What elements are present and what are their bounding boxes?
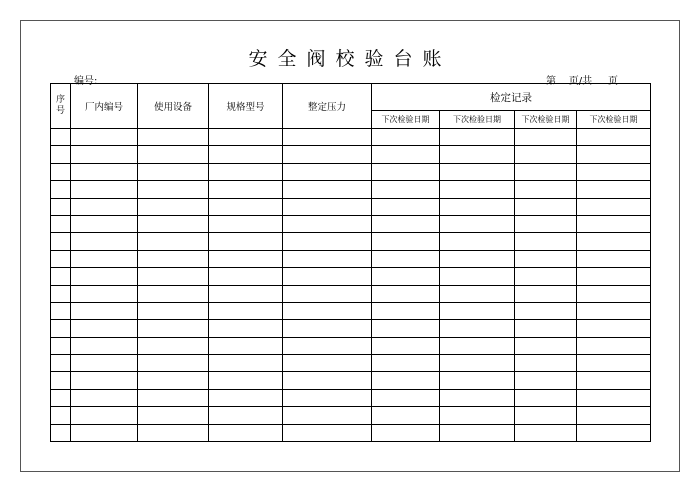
table-cell[interactable]: [577, 163, 651, 180]
table-cell[interactable]: [138, 129, 209, 146]
table-row: [51, 233, 651, 250]
table-cell[interactable]: [577, 250, 651, 267]
table-cell[interactable]: [51, 285, 71, 302]
table-cell[interactable]: [372, 372, 440, 389]
table-cell[interactable]: [71, 215, 138, 232]
table-row: [51, 163, 651, 180]
table-row: [51, 250, 651, 267]
table-cell[interactable]: [577, 355, 651, 372]
table-cell[interactable]: [71, 146, 138, 163]
table-row: [51, 320, 651, 337]
table-cell[interactable]: [372, 198, 440, 215]
table-cell[interactable]: [515, 146, 577, 163]
table-cell[interactable]: [372, 215, 440, 232]
table-cell[interactable]: [209, 355, 283, 372]
header-next-inspection-date-3: 下次检验日期: [515, 111, 577, 129]
table-cell[interactable]: [283, 302, 372, 319]
table-cell[interactable]: [138, 407, 209, 424]
table-cell[interactable]: [283, 163, 372, 180]
table-cell[interactable]: [71, 198, 138, 215]
table-cell[interactable]: [71, 181, 138, 198]
number-label: 编号:: [74, 76, 98, 87]
table-cell[interactable]: [372, 181, 440, 198]
table-cell[interactable]: [71, 389, 138, 406]
table-cell[interactable]: [372, 302, 440, 319]
table-cell[interactable]: [138, 320, 209, 337]
table-cell[interactable]: [515, 129, 577, 146]
table-cell[interactable]: [440, 372, 515, 389]
header-spec: 规格型号: [209, 84, 283, 129]
table-cell[interactable]: [577, 407, 651, 424]
table-cell[interactable]: [51, 146, 71, 163]
table-cell[interactable]: [209, 215, 283, 232]
table-cell[interactable]: [138, 215, 209, 232]
header-next-inspection-date-4: 下次检验日期: [577, 111, 651, 129]
table-row: [51, 372, 651, 389]
table-row: [51, 215, 651, 232]
table-row: [51, 337, 651, 354]
header-verification-record: 检定记录: [372, 84, 651, 111]
table-cell[interactable]: [138, 372, 209, 389]
table-cell[interactable]: [515, 320, 577, 337]
table-row: [51, 407, 651, 424]
table-cell[interactable]: [209, 372, 283, 389]
table-cell[interactable]: [515, 285, 577, 302]
table-cell[interactable]: [440, 215, 515, 232]
header-seq: 序 号: [51, 84, 71, 129]
table-cell[interactable]: [440, 233, 515, 250]
table-cell[interactable]: [71, 233, 138, 250]
table-cell[interactable]: [515, 215, 577, 232]
table-row: [51, 181, 651, 198]
table-cell[interactable]: [209, 146, 283, 163]
table-cell[interactable]: [138, 337, 209, 354]
table-cell[interactable]: [577, 424, 651, 441]
table-cell[interactable]: [372, 163, 440, 180]
header-factory-no: 厂内编号: [71, 84, 138, 129]
header-next-inspection-date-2: 下次检验日期: [440, 111, 515, 129]
table-cell[interactable]: [51, 424, 71, 441]
table-cell[interactable]: [372, 389, 440, 406]
table-cell[interactable]: [440, 424, 515, 441]
table-cell[interactable]: [71, 285, 138, 302]
table-cell[interactable]: [577, 233, 651, 250]
table-cell[interactable]: [577, 389, 651, 406]
table-cell[interactable]: [283, 389, 372, 406]
table-cell[interactable]: [283, 250, 372, 267]
table-cell[interactable]: [372, 250, 440, 267]
table-cell[interactable]: [71, 302, 138, 319]
table-cell[interactable]: [209, 163, 283, 180]
table-cell[interactable]: [440, 337, 515, 354]
table-cell[interactable]: [515, 181, 577, 198]
table-row: [51, 285, 651, 302]
table-cell[interactable]: [577, 268, 651, 285]
table-cell[interactable]: [372, 146, 440, 163]
table-row: [51, 198, 651, 215]
table-cell[interactable]: [51, 389, 71, 406]
table-cell[interactable]: [515, 302, 577, 319]
table-cell[interactable]: [138, 233, 209, 250]
table-cell[interactable]: [283, 355, 372, 372]
table-cell[interactable]: [283, 198, 372, 215]
table-cell[interactable]: [209, 407, 283, 424]
table-cell[interactable]: [51, 320, 71, 337]
table-cell[interactable]: [440, 250, 515, 267]
table-row: [51, 355, 651, 372]
table-cell[interactable]: [283, 372, 372, 389]
table-cell[interactable]: [577, 215, 651, 232]
table-cell[interactable]: [51, 198, 71, 215]
table-cell[interactable]: [440, 320, 515, 337]
table-cell[interactable]: [515, 198, 577, 215]
header-set-pressure: 整定压力: [283, 84, 372, 129]
table-cell[interactable]: [440, 198, 515, 215]
table-cell[interactable]: [283, 268, 372, 285]
table-cell[interactable]: [138, 181, 209, 198]
table-cell[interactable]: [577, 181, 651, 198]
table-cell[interactable]: [283, 320, 372, 337]
table-cell[interactable]: [283, 233, 372, 250]
table-cell[interactable]: [577, 129, 651, 146]
table-cell[interactable]: [71, 407, 138, 424]
table-cell[interactable]: [71, 424, 138, 441]
table-cell[interactable]: [51, 302, 71, 319]
table-cell[interactable]: [515, 424, 577, 441]
table-cell[interactable]: [51, 181, 71, 198]
table-cell[interactable]: [577, 198, 651, 215]
table-cell[interactable]: [71, 250, 138, 267]
table-row: [51, 302, 651, 319]
table-cell[interactable]: [440, 181, 515, 198]
table-cell[interactable]: [577, 146, 651, 163]
table-cell[interactable]: [51, 233, 71, 250]
table-cell[interactable]: [440, 407, 515, 424]
table-cell[interactable]: [71, 268, 138, 285]
table-cell[interactable]: [440, 285, 515, 302]
table-cell[interactable]: [51, 355, 71, 372]
table-cell[interactable]: [577, 302, 651, 319]
table-cell[interactable]: [283, 146, 372, 163]
table-cell[interactable]: [515, 407, 577, 424]
table-cell[interactable]: [209, 389, 283, 406]
table-cell[interactable]: [515, 233, 577, 250]
table-cell[interactable]: [440, 268, 515, 285]
table-cell[interactable]: [209, 320, 283, 337]
table-cell[interactable]: [138, 198, 209, 215]
table-cell[interactable]: [138, 355, 209, 372]
table-cell[interactable]: [71, 163, 138, 180]
table-cell[interactable]: [138, 163, 209, 180]
table-cell[interactable]: [577, 285, 651, 302]
table-cell[interactable]: [51, 250, 71, 267]
table-cell[interactable]: [440, 389, 515, 406]
table-cell[interactable]: [71, 337, 138, 354]
table-cell[interactable]: [209, 250, 283, 267]
table-cell[interactable]: [51, 215, 71, 232]
table-cell[interactable]: [283, 285, 372, 302]
table-cell[interactable]: [51, 163, 71, 180]
table-cell[interactable]: [372, 320, 440, 337]
table-cell[interactable]: [440, 302, 515, 319]
table-cell[interactable]: [515, 355, 577, 372]
table-cell[interactable]: [372, 268, 440, 285]
table-row: [51, 129, 651, 146]
table-cell[interactable]: [440, 163, 515, 180]
table-cell[interactable]: [209, 198, 283, 215]
table-cell[interactable]: [577, 337, 651, 354]
table-cell[interactable]: [283, 337, 372, 354]
table-cell[interactable]: [138, 285, 209, 302]
table-cell[interactable]: [372, 407, 440, 424]
table-cell[interactable]: [71, 355, 138, 372]
table-cell[interactable]: [51, 268, 71, 285]
table-cell[interactable]: [283, 215, 372, 232]
table-cell[interactable]: [515, 337, 577, 354]
page-label: 第: [546, 76, 556, 87]
table-cell[interactable]: [138, 146, 209, 163]
table-cell[interactable]: [440, 355, 515, 372]
table-row: [51, 389, 651, 406]
table-cell[interactable]: [209, 181, 283, 198]
table-cell[interactable]: [71, 129, 138, 146]
table-cell[interactable]: [51, 337, 71, 354]
table-cell[interactable]: [209, 285, 283, 302]
table-cell[interactable]: [283, 181, 372, 198]
ledger-table: [50, 83, 651, 442]
table-cell[interactable]: [209, 424, 283, 441]
table-row: [51, 424, 651, 441]
header-next-inspection-date-1: 下次检验日期: [372, 111, 440, 129]
table-cell[interactable]: [209, 302, 283, 319]
page-title: 安全阀校验台账: [248, 48, 452, 70]
table-cell[interactable]: [440, 146, 515, 163]
table-cell[interactable]: [372, 337, 440, 354]
table-cell[interactable]: [138, 268, 209, 285]
table-cell[interactable]: [372, 355, 440, 372]
table-cell[interactable]: [515, 268, 577, 285]
table-cell[interactable]: [71, 372, 138, 389]
table-cell[interactable]: [209, 337, 283, 354]
total-unit-label: 页: [608, 76, 618, 87]
table-cell[interactable]: [372, 424, 440, 441]
table-cell[interactable]: [283, 424, 372, 441]
table-cell[interactable]: [209, 129, 283, 146]
table-cell[interactable]: [372, 285, 440, 302]
table-cell[interactable]: [209, 233, 283, 250]
table-cell[interactable]: [372, 129, 440, 146]
table-cell[interactable]: [138, 250, 209, 267]
table-cell[interactable]: [138, 302, 209, 319]
table-cell[interactable]: [283, 129, 372, 146]
table-cell[interactable]: [577, 320, 651, 337]
page-unit-label: 页/共: [568, 76, 593, 87]
table-cell[interactable]: [515, 250, 577, 267]
table-cell[interactable]: [51, 372, 71, 389]
table-cell[interactable]: [515, 372, 577, 389]
table-cell[interactable]: [138, 389, 209, 406]
header-equipment: 使用设备: [138, 84, 209, 129]
table-cell[interactable]: [51, 129, 71, 146]
table-cell[interactable]: [209, 268, 283, 285]
table-cell[interactable]: [283, 407, 372, 424]
table-row: [51, 146, 651, 163]
table-cell[interactable]: [138, 424, 209, 441]
table-cell[interactable]: [51, 407, 71, 424]
table-cell[interactable]: [515, 389, 577, 406]
ledger-body: [51, 129, 651, 442]
table-row: [51, 268, 651, 285]
table-cell[interactable]: [515, 163, 577, 180]
table-cell[interactable]: [372, 233, 440, 250]
table-cell[interactable]: [577, 372, 651, 389]
table-cell[interactable]: [71, 320, 138, 337]
table-cell[interactable]: [440, 129, 515, 146]
